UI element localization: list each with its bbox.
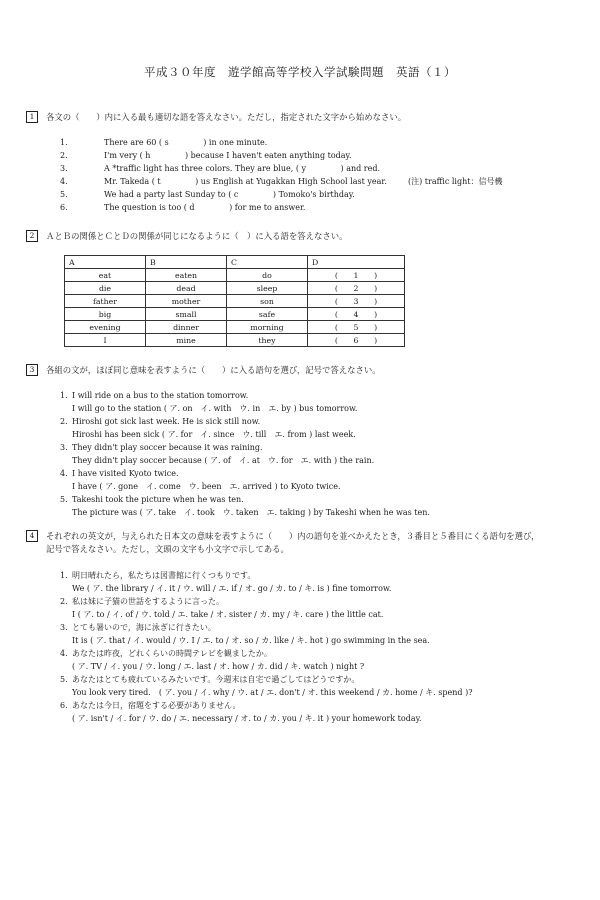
question-item: 1. There are 60 ( s ) in one minute. <box>60 138 268 147</box>
table-row: big small safe ( 4 ) <box>65 308 405 321</box>
footnote: (注) traffic light：信号機 <box>408 177 503 186</box>
section-1 <box>26 111 586 214</box>
relation-table <box>64 255 405 347</box>
question-item: 5. Takeshi took the picture when he was ten. The picture was ( ア. take イ. took ウ. taken エ. taking ) by Takeshi when he was ten. <box>60 495 430 517</box>
section-number: 2 <box>26 230 38 242</box>
section-number: 1 <box>26 111 38 123</box>
table-row: eat eaten do ( 1 ) <box>65 269 405 282</box>
page-title: 平成３０年度 遊学館高等学校入学試験問題 英語（１） <box>144 65 456 79</box>
column-header: B <box>146 256 227 269</box>
section-instruction: 各文の（ ）内に入る最も適切な語を答えなさい。ただし，指定された文字から始めなさい。 <box>46 112 407 122</box>
column-header: A <box>65 256 146 269</box>
section-number: 3 <box>26 364 38 376</box>
section-number: 4 <box>26 530 38 542</box>
question-item: 4. Mr. Takeda ( t ) us English at Yugakkan High School last year. <box>60 177 387 186</box>
section-2 <box>26 230 586 243</box>
column-header: C <box>227 256 308 269</box>
column-header: D <box>308 256 405 269</box>
question-item: 5. あなたはとても疲れているみたいです。今週末は自宅で過ごしてはどうですか。 You look very tired. ( ア. you / イ. why / ウ. at / エ. don't / オ. this weekend / カ. home / キ. spend )? <box>60 675 473 697</box>
section-3 <box>26 364 586 519</box>
question-item: 3. とても暑いので，海に泳ぎに行きたい。 It is ( ア. that / イ. would / ウ. I / エ. to / オ. so / カ. like / キ. hot ) go swimming in the sea. <box>60 623 430 645</box>
section-4 <box>26 530 586 725</box>
question-item: 2. Hiroshi got sick last week. He is sick still now. Hiroshi has been sick ( ア. for イ. since ウ. till エ. from ) last week. <box>60 417 356 439</box>
question-item: 2. 私は妹に子猫の世話をするように言った。 I ( ア. to / イ. of / ウ. told / エ. take / オ. sister / カ. my / キ. care ) the little cat. <box>60 597 384 619</box>
question-item: 4. あなたは昨夜，どれくらいの時間テレビを観ましたか。 ( ア. TV / イ. you / ウ. long / エ. last / オ. how / カ. did / キ. watch ) night ? <box>60 649 365 671</box>
table-row: die dead sleep ( 2 ) <box>65 282 405 295</box>
question-item: 6. あなたは今日，宿題をする必要がありません。 ( ア. isn't / イ. for / ウ. do / エ. necessary / オ. to / カ. you / キ. it ) your homework today. <box>60 701 422 723</box>
table-row: I mine they ( 6 ) <box>65 334 405 347</box>
question-item: 3. A *traffic light has three colors. They are blue, ( y ) and red. (注) traffic light：信号機 <box>60 164 503 186</box>
question-item: 5. We had a party last Sunday to ( c ) Tomoko's birthday. <box>60 190 355 199</box>
table-header-row <box>65 256 405 269</box>
question-item: 1. 明日晴れたら，私たちは図書館に行くつもりです。 We ( ア. the library / イ. it / ウ. will / エ. if / オ. go / カ. to / キ. is ) fine tomorrow. <box>60 571 392 593</box>
section-instruction: ＡとＢの関係とＣとＤの関係が同じになるように（ ）に入る語を答えなさい。 <box>46 231 348 241</box>
section-instruction: 各組の文が，ほぼ同じ意味を表すように（ ）に入る語句を選び，記号で答えなさい。 <box>46 365 381 375</box>
question-item: 1. I will ride on a bus to the station tomorrow. I will go to the station ( ア. on イ. with ウ. in エ. by ) bus tomorrow. <box>60 391 358 413</box>
table-row: evening dinner morning ( 5 ) <box>65 321 405 334</box>
question-item: 2. I'm very ( h ) because I haven't eaten anything today. <box>60 151 352 160</box>
section-instruction: 記号で答えなさい。ただし，文頭の文字も小文字で示してある。 <box>46 544 289 554</box>
table-row: father mother son ( 3 ) <box>65 295 405 308</box>
question-item: 6. The question is too ( d ) for me to answer. <box>60 203 306 212</box>
question-item: 3. They didn't play soccer because it was raining. They didn't play soccer because ( ア. of イ. at ウ. for エ. with ) the rain. <box>60 443 375 465</box>
section-instruction: それぞれの英文が，与えられた日本文の意味を表すように（ ）内の語句を並べかえたとき，３番目と５番目にくる語句を選び， <box>46 531 540 541</box>
question-item: 4. I have visited Kyoto twice. I have ( ア. gone イ. come ウ. been エ. arrived ) to Kyoto twice. <box>60 469 341 491</box>
